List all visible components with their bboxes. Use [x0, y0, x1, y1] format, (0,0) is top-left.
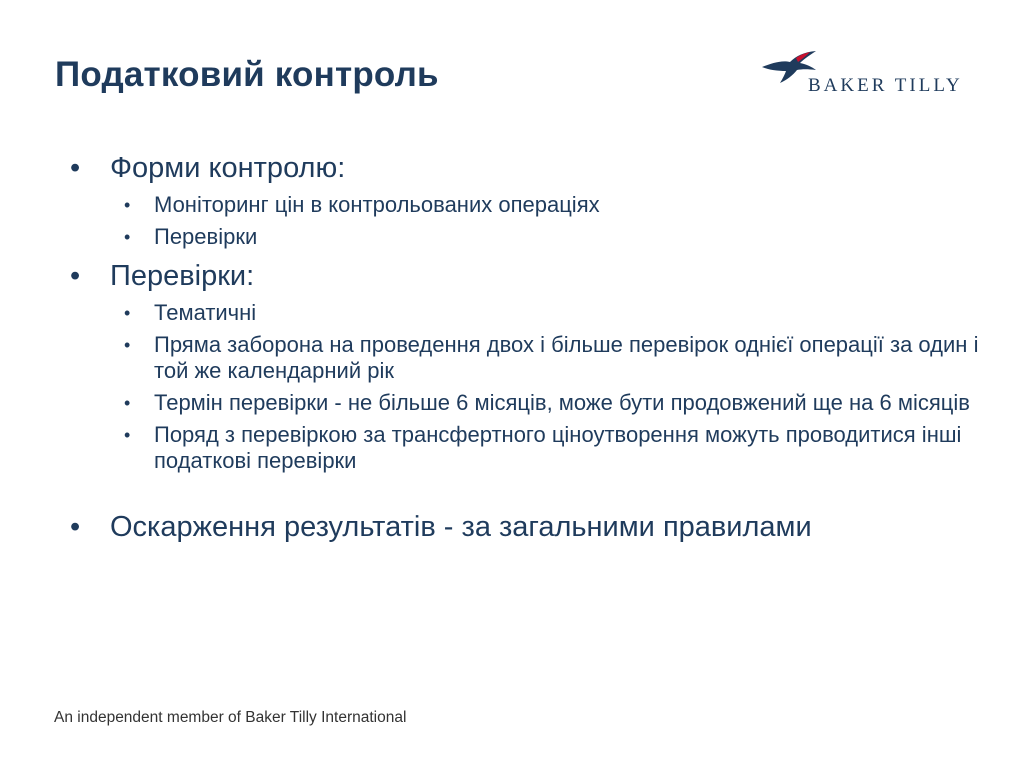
sub-bullet-text: Пряма заборона на проведення двох і більше перевірок однієї операції за один і той же календарний рік: [154, 332, 979, 383]
bullet-item: [70, 258, 990, 294]
sub-bullet-item: [70, 390, 990, 416]
bullet-text: Форми контролю:: [110, 152, 346, 184]
sub-bullet-item: [70, 332, 990, 384]
sub-bullet-item: [70, 300, 990, 326]
bullet-icon: •: [124, 335, 131, 355]
sub-bullet-item: [70, 192, 990, 218]
slide-title: Податковий контроль: [55, 55, 439, 94]
bullet-list: [70, 150, 990, 545]
sub-bullet-item: [70, 422, 990, 474]
bullet-icon: •: [124, 227, 131, 247]
baker-tilly-logo: [760, 50, 975, 100]
bullet-text: Оскарження результатів - за загальними правилами: [110, 511, 812, 543]
bullet-icon: •: [124, 393, 131, 413]
bullet-item: [70, 509, 990, 545]
bullet-icon: •: [124, 425, 131, 445]
bullet-item: [70, 150, 990, 186]
bullet-icon: •: [70, 260, 81, 292]
sub-bullet-text: Поряд з перевіркою за трансфертного ціноутворення можуть проводитися інші податкові перевірки: [154, 422, 962, 473]
footer-text: An independent member of Baker Tilly International: [54, 709, 407, 726]
sub-bullet-text: Моніторинг цін в контрольованих операціях: [154, 192, 600, 217]
bullet-icon: •: [124, 303, 131, 323]
sub-bullet-item: [70, 224, 990, 250]
sub-bullet-text: Перевірки: [154, 224, 258, 249]
bullet-icon: •: [124, 195, 131, 215]
logo-wordmark: BAKER TILLY: [808, 75, 963, 96]
bullet-text: Перевірки:: [110, 260, 255, 292]
bullet-icon: •: [70, 511, 81, 543]
sub-bullet-text: Тематичні: [154, 300, 257, 325]
sub-bullet-text: Термін перевірки - не більше 6 місяців, може бути продовжений ще на 6 місяців: [154, 390, 970, 415]
bullet-icon: •: [70, 152, 81, 184]
